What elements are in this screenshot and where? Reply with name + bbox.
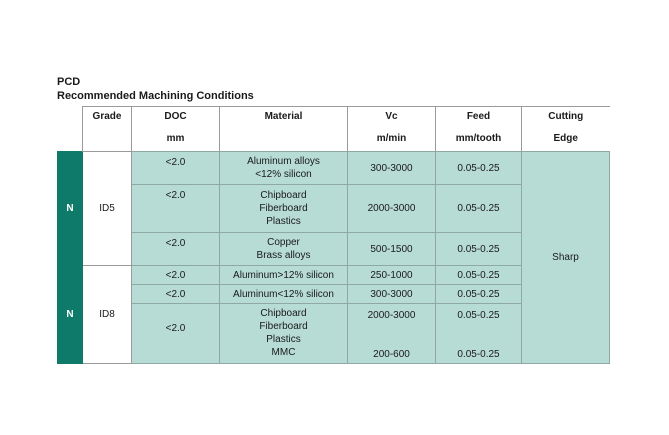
feed-cell: 0.05-0.25 — [436, 185, 522, 233]
material-line: Plastics — [266, 334, 301, 345]
material-line: Chipboard — [260, 308, 307, 319]
material-cell — [220, 152, 348, 185]
header-doc: DOC — [132, 107, 220, 130]
class-cell: N — [58, 266, 83, 364]
doc-cell: <2.0 — [132, 233, 220, 266]
material-line: Copper — [267, 237, 300, 248]
material-cell — [220, 185, 348, 233]
material-line: Fiberboard — [259, 203, 308, 214]
doc-cell: <2.0 — [132, 304, 220, 364]
header-vc: Vc — [348, 107, 436, 130]
vc-cell: 2000-3000 — [348, 185, 436, 233]
feed-cell: 0.05-0.25 — [436, 233, 522, 266]
grade-cell: ID8 — [83, 266, 132, 364]
header-grade: Grade — [83, 107, 132, 152]
feed-cell: 0.05-0.25 — [436, 152, 522, 185]
machining-conditions-table — [57, 106, 610, 364]
header-vc-unit: m/min — [348, 129, 436, 152]
edge-cell: Sharp — [522, 152, 610, 364]
vc-cell — [348, 304, 436, 364]
feed-value-top: 0.05-0.25 — [457, 310, 500, 321]
feed-cell: 0.05-0.25 — [436, 266, 522, 285]
page-title — [57, 75, 254, 103]
doc-cell: <2.0 — [132, 185, 220, 233]
feed-value-bottom: 0.05-0.25 — [457, 349, 500, 360]
material-line: Fiberboard — [259, 321, 308, 332]
header-feed-unit: mm/tooth — [436, 129, 522, 152]
material-cell: Aluminum<12% silicon — [220, 285, 348, 304]
material-line: MMC — [271, 347, 296, 358]
header-edge: Edge — [522, 129, 610, 152]
header-feed: Feed — [436, 107, 522, 130]
doc-cell: <2.0 — [132, 285, 220, 304]
vc-value-bottom: 200-600 — [373, 349, 410, 360]
material-line: Aluminum alloys — [247, 156, 320, 167]
title-line-2: Recommended Machining Conditions — [57, 90, 254, 102]
material-line: Plastics — [266, 216, 301, 227]
material-cell — [220, 304, 348, 364]
class-cell: N — [58, 152, 83, 266]
material-line: <12% silicon — [255, 169, 312, 180]
material-line: Brass alloys — [256, 250, 311, 261]
vc-cell: 300-3000 — [348, 152, 436, 185]
header-doc-unit: mm — [132, 129, 220, 152]
header-corner — [58, 107, 83, 152]
doc-cell: <2.0 — [132, 152, 220, 185]
grade-cell: ID5 — [83, 152, 132, 266]
material-cell: Aluminum>12% silicon — [220, 266, 348, 285]
material-cell — [220, 233, 348, 266]
vc-cell: 500-1500 — [348, 233, 436, 266]
doc-cell: <2.0 — [132, 266, 220, 285]
header-cutting: Cutting — [522, 107, 610, 130]
material-line: Chipboard — [260, 190, 307, 201]
header-material: Material — [220, 107, 348, 152]
feed-cell — [436, 304, 522, 364]
title-line-1: PCD — [57, 76, 81, 88]
table-row — [58, 152, 610, 185]
vc-cell: 250-1000 — [348, 266, 436, 285]
vc-cell: 300-3000 — [348, 285, 436, 304]
feed-cell: 0.05-0.25 — [436, 285, 522, 304]
vc-value-top: 2000-3000 — [367, 310, 416, 321]
header-row-1 — [58, 107, 610, 130]
